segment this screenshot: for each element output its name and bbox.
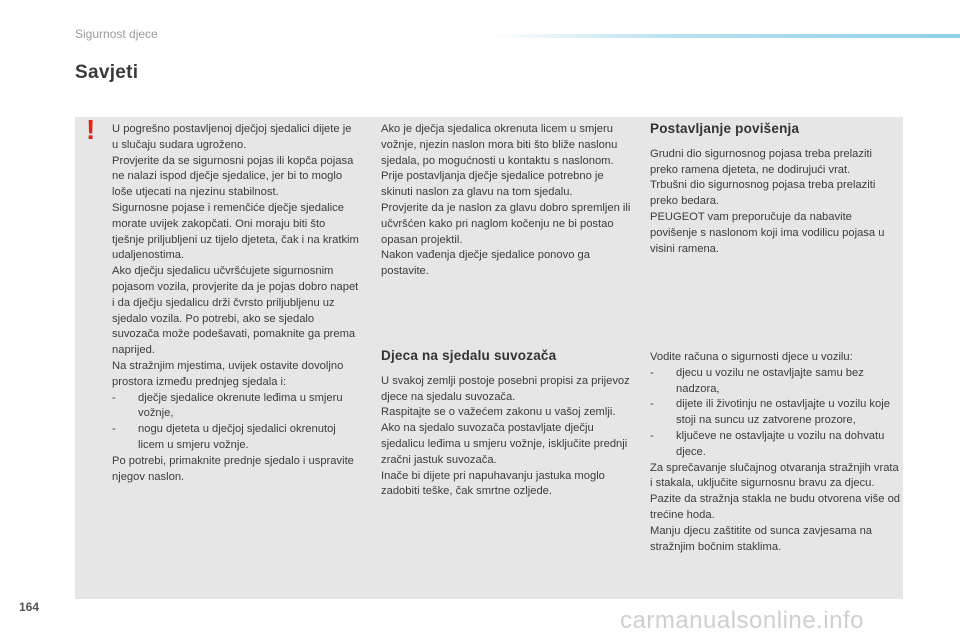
paragraph: Po potrebi, primaknite prednje sjedalo i uspravite njegov naslon. [112, 454, 354, 483]
paragraph: Manju djecu zaštitite od sunca zavjesama na stražnjim bočnim staklima. [650, 524, 873, 553]
front-seat-section [381, 348, 631, 500]
paragraph: Grudni dio sigurnosnog pojasa treba prelaziti preko ramena djeteta, ne dodirujući vrat. [650, 147, 873, 176]
page-heading: Savjeti [75, 62, 139, 83]
paragraph: U pogrešno postavljenoj dječjoj sjedalici dijete je u slučaju sudara ugroženo. [112, 123, 352, 151]
paragraph: Pazite da stražnja stakla ne budu otvorena više od trećine hoda. [650, 493, 901, 521]
paragraph: Nakon vađenja dječje sjedalice ponovo ga postavite. [381, 249, 590, 278]
paragraph: Na stražnjim mjestima, uvijek ostavite dovoljno prostora između prednjeg sjedala i: [112, 359, 344, 388]
paragraph: Za sprečavanje slučajnog otvaranja stražnjih vrata i stakala, uključite sigurnosnu bravu za djecu. [650, 461, 899, 490]
section-heading: Djeca na sjedalu suvozača [381, 348, 557, 363]
paragraph: Ako je dječja sjedalica okrenuta licem u smjeru vožnje, njezin naslon mora biti što bliže naslonu sjedala, po mogućnosti u kontaktu s naslonom. [381, 123, 618, 167]
middle-column [381, 122, 631, 280]
header-accent-bar [490, 34, 960, 38]
paragraph: Provjerite da je naslon za glavu dobro spremljen ili učvršćen kako pri naglom kočenju ne bi postao opasan projektil. [381, 201, 631, 246]
paragraph: Raspitajte se o važećem zakonu u vašoj zemlji. [381, 406, 616, 419]
page-number: 164 [19, 600, 40, 614]
list-item: - dječje sjedalice okrenute leđima u smjeru vožnje, [112, 391, 343, 420]
paragraph: U svakoj zemlji postoje posebni propisi za prijevoz djece na sjedalu suvozača. [381, 374, 630, 403]
section-heading: Postavljanje povišenja [650, 121, 800, 136]
paragraph: Sigurnosne pojase i remenčiće dječje sjedalice morate uvijek zakopčati. Oni moraju biti što tješnje priljubljeni uz tijelo djeteta, čak i na kratkim udaljenostima. [112, 201, 359, 262]
paragraph: Ako dječju sjedalicu učvršćujete sigurnosnim pojasom vozila, provjerite da je pojas dobro napet i da dječju sjedalicu drži čvrsto priljubljenu uz sjedalo vozila. Po potrebi, ako se sjedalo suvozača može podešavati, pomaknite ga prema naprijed. [112, 265, 359, 357]
paragraph: Provjerite da se sigurnosni pojas ili kopča pojasa ne nalazi ispod dječje sjedalice, jer bi to moglo loše utjecati na njezinu stabilnost. [112, 154, 354, 199]
section-title: Sigurnost djece [75, 27, 158, 41]
list-item: - ključeve ne ostavljajte u vozilu na dohvatu djece. [650, 429, 885, 458]
paragraph: Trbušni dio sigurnosnog pojasa treba prelaziti preko bedara. [650, 179, 876, 208]
paragraph: Inače bi dijete pri napuhavanju jastuka moglo zadobiti teške, čak smrtne ozljede. [381, 469, 605, 498]
list-item: - nogu djeteta u dječjoj sjedalici okrenutoj licem u smjeru vožnje. [112, 423, 336, 451]
child-safety-section [650, 350, 902, 555]
watermark: carmanualsonline.info [620, 607, 864, 634]
list-item: - djecu u vozilu ne ostavljajte samu bez nadzora, [650, 366, 864, 395]
list-item: - dijete ili životinju ne ostavljajte u vozilu koje stoji na suncu uz zatvorene prozore, [650, 398, 890, 427]
warning-icon: ! [86, 114, 96, 145]
paragraph: Prije postavljanja dječje sjedalice potrebno je skinuti naslon za glavu na tom sjedalu. [381, 170, 604, 199]
paragraph: Ako na sjedalo suvozača postavljate dječju sjedalicu leđima u smjeru vožnje, isključite prednji zračni jastuk suvozača. [381, 422, 628, 466]
booster-section [650, 121, 902, 257]
paragraph: Vodite računa o sigurnosti djece u vozilu: [650, 351, 853, 363]
paragraph: PEUGEOT vam preporučuje da nabavite povišenje s naslonom koji ima vodilicu pojasa u visini ramena. [650, 210, 885, 255]
warning-column [112, 122, 360, 485]
